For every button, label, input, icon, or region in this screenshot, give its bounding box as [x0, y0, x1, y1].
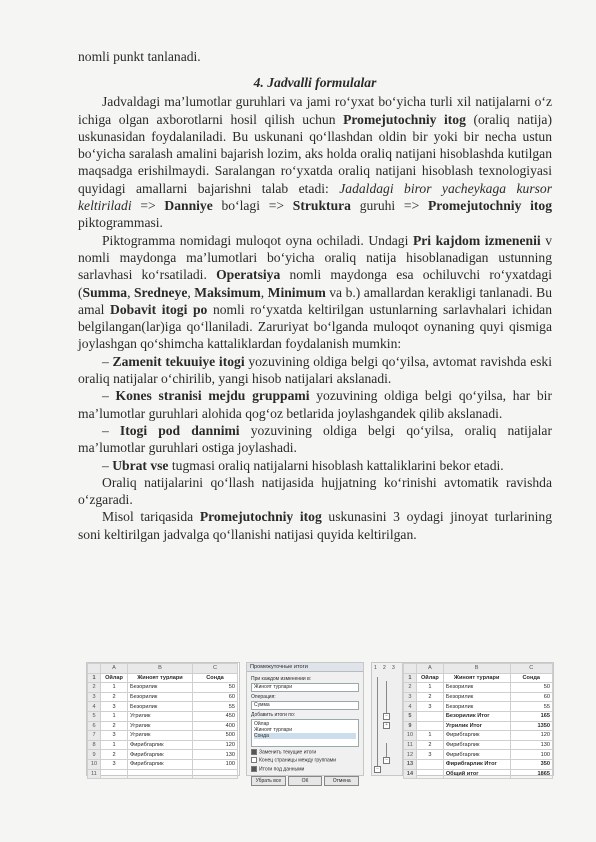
subtotals-dialog: [246, 662, 364, 784]
bullet-page-break: – Kones stranisi mejdu gruppami yozuvining oldiga belgi qo‘yilsa, har bir ma’lumotlar guruhlari alohida qog‘oz betlarida joylashgandek qilib akslanadi.: [78, 388, 552, 421]
example-figures: [86, 662, 552, 784]
table-row: [88, 711, 238, 721]
table-row: [88, 721, 238, 731]
outline-line: [386, 681, 387, 715]
cell-count[interactable]: 100: [193, 759, 238, 769]
row-number[interactable]: 7: [88, 731, 101, 741]
cell-count[interactable]: 50: [193, 683, 238, 693]
document-page: [78, 48, 552, 543]
table-row: [404, 731, 553, 741]
cell-month[interactable]: 3: [101, 702, 128, 712]
table-row: [88, 702, 238, 712]
cell-count[interactable]: 130: [510, 740, 552, 750]
row-number[interactable]: 3: [88, 692, 101, 702]
row-number[interactable]: 12: [404, 750, 417, 760]
table-row: [404, 683, 553, 693]
cell-month[interactable]: [101, 769, 128, 779]
cell-count[interactable]: 130: [193, 750, 238, 760]
page-break-checkbox[interactable]: Конец страницы между группами: [251, 757, 359, 763]
add-subtotal-list[interactable]: [251, 719, 359, 747]
list-item[interactable]: Сонда: [254, 733, 356, 739]
row-number[interactable]: 2: [404, 683, 417, 693]
column-header[interactable]: A: [416, 664, 443, 674]
row-number[interactable]: 9: [88, 750, 101, 760]
paragraph-continuation: nomli punkt tanlanadi.: [78, 49, 201, 64]
cell-count[interactable]: 60: [193, 692, 238, 702]
replace-checkbox[interactable]: Заменить текущие итоги: [251, 749, 359, 755]
corner-cell[interactable]: [404, 664, 417, 674]
row-number[interactable]: 9: [404, 721, 417, 731]
cell-count[interactable]: 50: [510, 683, 552, 693]
table-row: [88, 692, 238, 702]
outline-level-button[interactable]: 2: [383, 665, 386, 671]
cell-count[interactable]: 60: [510, 692, 552, 702]
function-select[interactable]: Сумма: [251, 701, 359, 710]
row-number[interactable]: 11: [404, 740, 417, 750]
row-number[interactable]: 1: [404, 673, 417, 683]
table-row: [88, 769, 238, 779]
cell-crime-type[interactable]: Фирибгарлик: [128, 759, 193, 769]
cell-crime-type[interactable]: Угрилик Итог: [443, 721, 510, 731]
cell-crime-type[interactable]: Безорилик: [443, 692, 510, 702]
row-number[interactable]: 6: [88, 721, 101, 731]
row-number[interactable]: 1: [88, 673, 101, 683]
summary-below-checkbox[interactable]: Итоги под данными: [251, 766, 359, 772]
cell-crime-type[interactable]: Угрилик: [128, 711, 193, 721]
column-header[interactable]: C: [193, 664, 238, 674]
cell-crime-type[interactable]: Фирибгарлик: [443, 731, 510, 741]
outline-line: [377, 677, 378, 769]
corner-cell[interactable]: [88, 664, 101, 674]
row-number[interactable]: 8: [88, 740, 101, 750]
checkbox-checked-icon: [251, 749, 257, 755]
cell-month[interactable]: 1: [416, 731, 443, 741]
row-number[interactable]: 11: [88, 769, 101, 779]
bullet-remove-all: – Ubrat vse tugmasi oraliq natijalarni hisoblash kattaliklarini bekor etadi.: [102, 457, 504, 473]
add-subtotal-label: Добавить итоги по:: [251, 712, 296, 718]
cell-month[interactable]: Ойлар: [416, 673, 443, 683]
section-heading: 4. Jadvalli formulalar: [253, 75, 377, 91]
row-number[interactable]: 2: [88, 683, 101, 693]
table-row: [404, 702, 553, 712]
cell-month[interactable]: 1: [101, 740, 128, 750]
table-row: [404, 711, 553, 721]
cell-month[interactable]: 2: [416, 692, 443, 702]
cell-month[interactable]: 3: [416, 750, 443, 760]
paragraph-dialog: Piktogramma nomidagi muloqot oyna ochiladi. Undagi Pri kajdom izmenenii v nomli maydonga ma’lumotlari bo‘yicha oraliq natija hisoblanadigan ustunning sarlavhasi ko‘rsatiladi. Operatsiya nomli maydonga esa ochiluvchi ro‘yxatdagi (Summa, Sredneye, Maksimum, Minimum va b.) amallardan kerakligi tanlanadi. Bu amal Dobavit itogi po nomli ro‘yxatda keltirilgan ustunlarning sarlavhalari ichidan belgilangan(lar)iga qo‘llaniladi. Zaruriyat bo‘lganda muloqot oynaning quyi qismiga joylashgan qo‘shimcha kattaliklardan foydalanish mumkin:: [78, 232, 553, 352]
paragraph-result: Oraliq natijalarini qo‘llash natijasida hujjatning ko‘rinishi avtomatik ravishda o‘zgaradi.: [78, 474, 552, 508]
cell-crime-type[interactable]: Безорилик: [128, 702, 193, 712]
row-number[interactable]: 3: [404, 692, 417, 702]
cell-month[interactable]: 3: [101, 731, 128, 741]
group-by-label: При каждом изменении в:: [251, 676, 312, 682]
column-header-row: [88, 664, 238, 674]
cell-month[interactable]: [416, 769, 443, 779]
cell-month[interactable]: 1: [101, 683, 128, 693]
dialog-title: Промежуточные итоги: [247, 663, 363, 672]
cell-month[interactable]: [416, 721, 443, 731]
paragraph-example: Misol tariqasida Promejutochniy itog uskunasini 3 oydagi jinoyat turlarining soni keltirilgan jadvalga qo‘llanishi natijasi quyida keltirilgan.: [78, 509, 553, 542]
table-row: [88, 740, 238, 750]
table-row: [404, 740, 553, 750]
cell-count[interactable]: 55: [193, 702, 238, 712]
ok-button[interactable]: ОК: [288, 776, 323, 786]
collapse-icon[interactable]: −: [383, 757, 390, 764]
cell-crime-type[interactable]: Безорилик: [128, 683, 193, 693]
cell-count[interactable]: Сонда: [510, 673, 552, 683]
cell-crime-type[interactable]: Безорилик: [443, 683, 510, 693]
table-row: [88, 731, 238, 741]
expand-icon[interactable]: +: [383, 722, 390, 729]
source-table: [87, 663, 238, 779]
cell-crime-type[interactable]: Фирибгарлик Итог: [443, 759, 510, 769]
cell-month[interactable]: 1: [101, 711, 128, 721]
column-header[interactable]: B: [128, 664, 193, 674]
cell-count[interactable]: 1350: [510, 721, 552, 731]
row-number[interactable]: 10: [404, 731, 417, 741]
table-row: [88, 673, 238, 683]
list-item[interactable]: Жиноят турлари: [254, 727, 293, 733]
cell-month[interactable]: 2: [101, 750, 128, 760]
row-number[interactable]: 4: [404, 702, 417, 712]
cell-month[interactable]: 2: [101, 721, 128, 731]
cell-crime-type[interactable]: Угрилик: [128, 721, 193, 731]
cell-crime-type[interactable]: Угрилик: [128, 731, 193, 741]
row-number[interactable]: 5: [88, 711, 101, 721]
table-row: [404, 721, 553, 731]
table-row: [404, 673, 553, 683]
cell-crime-type[interactable]: Фирибгарлик: [443, 750, 510, 760]
function-label: Операция:: [251, 694, 276, 700]
table-row: [404, 769, 553, 779]
cell-crime-type[interactable]: Безорилик Итог: [443, 711, 510, 721]
checkbox-checked-icon: [251, 766, 257, 772]
bullet-replace: – Zamenit tekuuiye itogi yozuvining oldiga belgi qo‘yilsa, avtomat ravishda eski oraliq natijalar o‘chirilib, yangi hisob natijalari akslanadi.: [78, 353, 552, 387]
cell-month[interactable]: 3: [101, 759, 128, 769]
row-number[interactable]: 5: [404, 711, 417, 721]
outline-level-button[interactable]: 3: [392, 665, 395, 671]
cell-crime-type[interactable]: Фирибгарлик: [128, 740, 193, 750]
column-header-row: [404, 664, 553, 674]
remove-all-button[interactable]: Убрать все: [251, 776, 286, 786]
column-header[interactable]: A: [101, 664, 128, 674]
cell-count[interactable]: 350: [510, 759, 552, 769]
row-number[interactable]: 14: [404, 769, 417, 779]
result-table: [403, 663, 553, 779]
cell-count[interactable]: 55: [510, 702, 552, 712]
cell-month[interactable]: [416, 759, 443, 769]
cell-count[interactable]: 120: [193, 740, 238, 750]
row-number[interactable]: 13: [404, 759, 417, 769]
outline-level-button[interactable]: 1: [374, 665, 377, 671]
cell-count[interactable]: 1865: [510, 769, 552, 779]
table-row: [88, 750, 238, 760]
cell-crime-type[interactable]: Безорилик: [128, 692, 193, 702]
cell-count[interactable]: 500: [193, 731, 238, 741]
cell-month[interactable]: [416, 711, 443, 721]
table-row: [88, 759, 238, 769]
cell-crime-type[interactable]: Общий итог: [443, 769, 510, 779]
cell-count[interactable]: Сонда: [193, 673, 238, 683]
outline-bar: [372, 663, 403, 775]
cancel-button[interactable]: Отмена: [324, 776, 359, 786]
result-spreadsheet: [371, 662, 554, 776]
table-row: [88, 683, 238, 693]
cell-month[interactable]: 2: [101, 692, 128, 702]
cell-crime-type[interactable]: Фирибгарлик: [443, 740, 510, 750]
paragraph-intro: Jadvaldagi ma’lumotlar guruhlari va jami ro‘yxat bo‘yicha turli xil natijalarni o‘z ichiga olgan axborotlarni hosil qilish uchun Promejutochniy itog (oraliq natija) uskunasidan foydalaniladi. Bu uskunani qo‘llashdan oldin bir yoki bir necha ustun bo‘yicha saralash amalini bajarish lozim, aks holda oraliq natijani hisoblashda kutilgan maqsadga erishilmaydi. Saralangan ro‘yxatda oraliq natijani hisoblash texnologiyasi quyidagi amallarni bajarishni talab etadi: Jadaldagi biror yacheykaga kursor keltiriladi => Danniye bo‘lagi => Struktura guruhi => Promejutochniy itog piktogrammasi.: [78, 94, 552, 231]
collapse-icon[interactable]: −: [374, 766, 381, 773]
cell-crime-type[interactable]: Жиноят турлари: [128, 673, 193, 683]
row-number[interactable]: 4: [88, 702, 101, 712]
cell-count[interactable]: 450: [193, 711, 238, 721]
cell-count[interactable]: 120: [510, 731, 552, 741]
table-row: [404, 692, 553, 702]
cell-crime-type[interactable]: [128, 769, 193, 779]
cell-month[interactable]: 3: [416, 702, 443, 712]
source-spreadsheet: [86, 662, 240, 776]
table-row: [404, 759, 553, 769]
cell-crime-type[interactable]: Жиноят турлари: [443, 673, 510, 683]
table-row: [404, 750, 553, 760]
row-number[interactable]: 10: [88, 759, 101, 769]
cell-month[interactable]: Ойлар: [101, 673, 128, 683]
column-header[interactable]: C: [510, 664, 552, 674]
cell-crime-type[interactable]: Безорилик: [443, 702, 510, 712]
cell-count[interactable]: 100: [510, 750, 552, 760]
group-by-select[interactable]: Жиноят турлари: [251, 683, 359, 692]
cell-count[interactable]: [193, 769, 238, 779]
collapse-icon[interactable]: −: [383, 713, 390, 720]
checkbox-unchecked-icon: [251, 757, 257, 763]
cell-count[interactable]: 165: [510, 711, 552, 721]
cell-crime-type[interactable]: Фирибгарлик: [128, 750, 193, 760]
cell-month[interactable]: 1: [416, 683, 443, 693]
cell-count[interactable]: 400: [193, 721, 238, 731]
bullet-summary-below: – Itogi pod dannimi yozuvining oldiga belgi qo‘yilsa, oraliq natijalar ma’lumotlar guruhlari ostiga joylashadi.: [78, 422, 552, 456]
list-item[interactable]: Ойлар: [254, 721, 270, 727]
cell-month[interactable]: 2: [416, 740, 443, 750]
column-header[interactable]: B: [443, 664, 510, 674]
